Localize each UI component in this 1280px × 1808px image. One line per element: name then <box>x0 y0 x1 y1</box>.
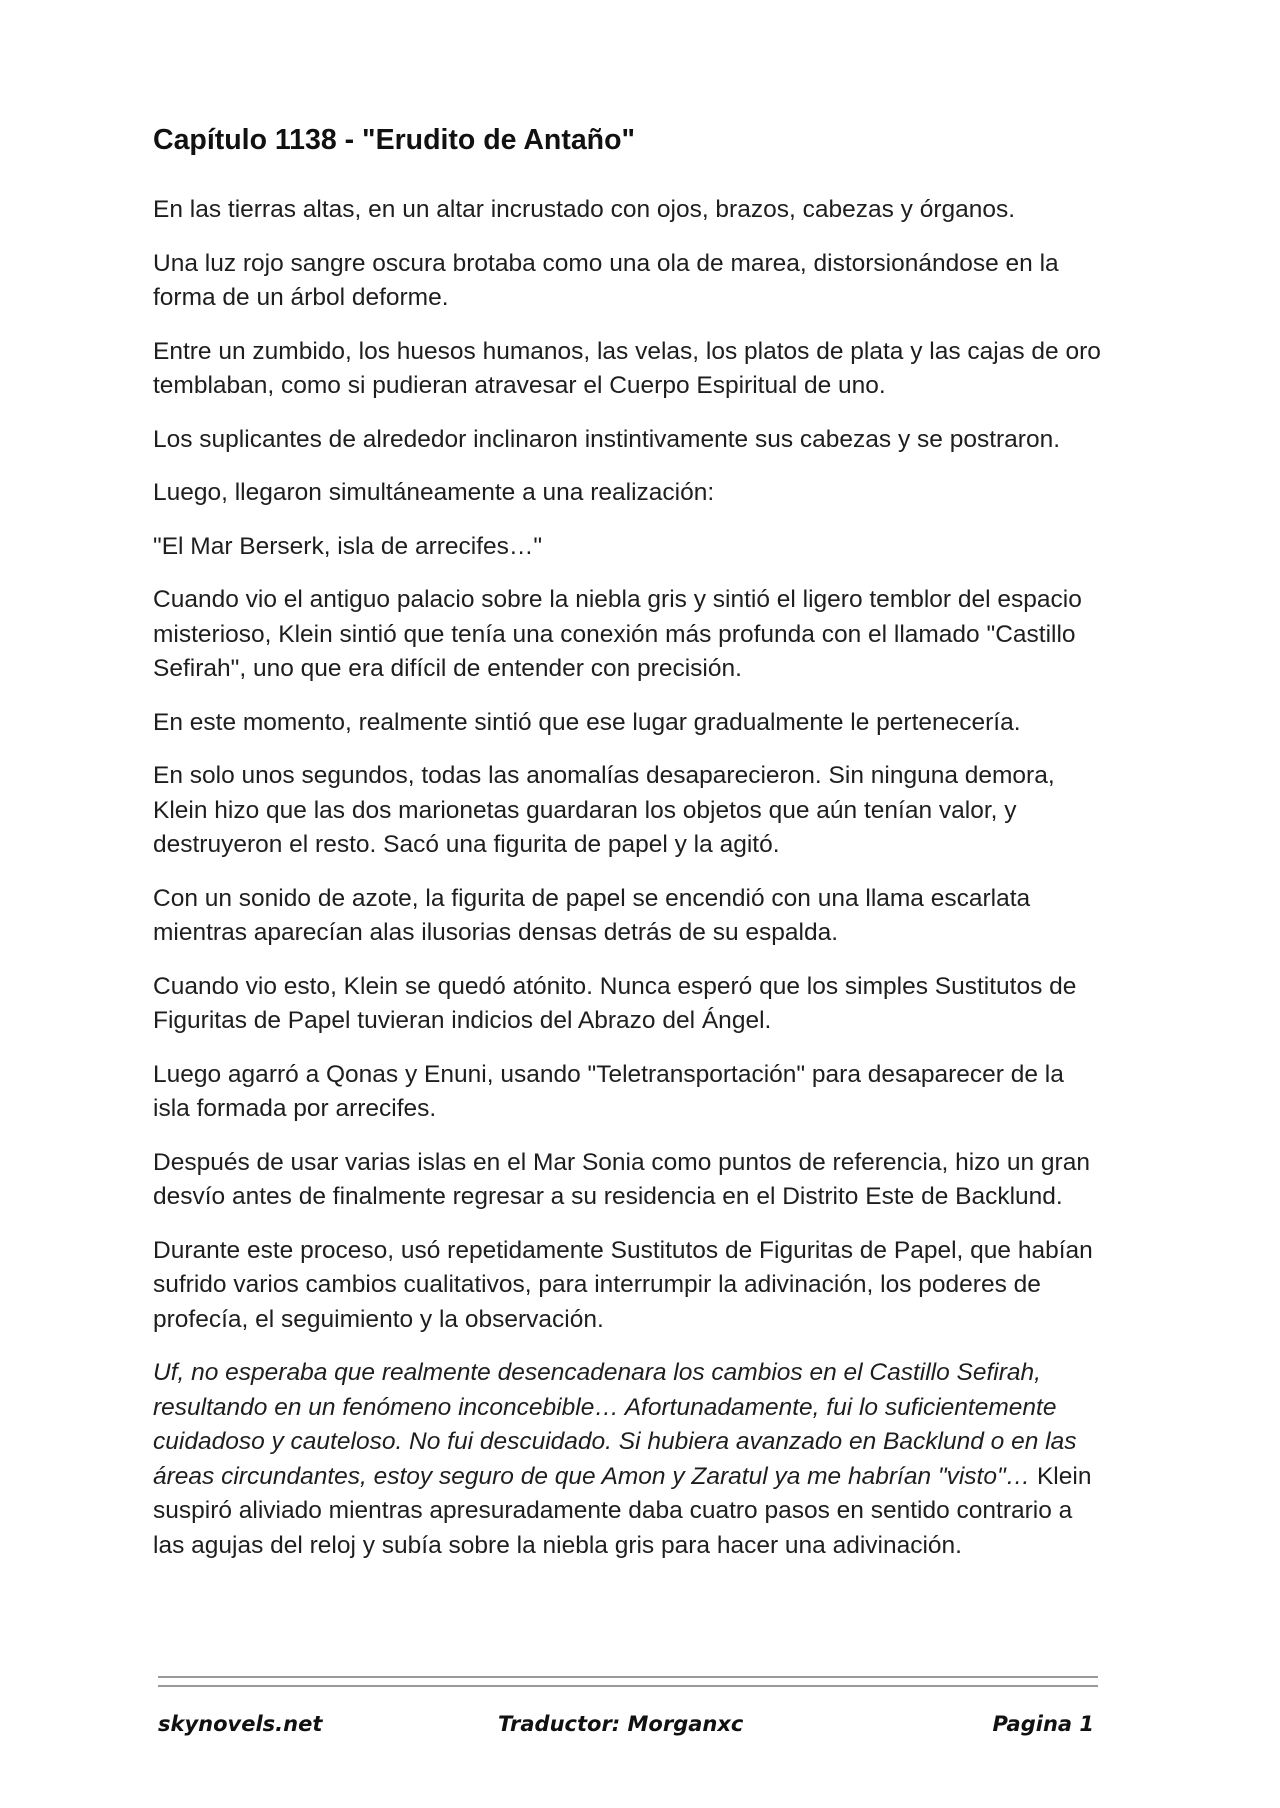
paragraph: Cuando vio el antiguo palacio sobre la niebla gris y sintió el ligero temblor del espacio misterioso, Klein sintió que tenía una conexión más profunda con el llamado "Castillo Sefirah", uno que era difícil de entender con precisión. <box>153 586 1082 682</box>
paragraph: Cuando vio esto, Klein se quedó atónito. Nunca esperó que los simples Sustitutos de Figuritas de Papel tuvieran indicios del Abrazo del Ángel. <box>153 972 1077 1034</box>
paragraph: En este momento, realmente sintió que ese lugar gradualmente le pertenecería. <box>153 708 1021 736</box>
inner-thought-text: Uf, no esperaba que realmente desencadenara los cambios en el Castillo Sefirah, resultando en un fenómeno inconcebible… Afortunadamente, fui lo suficientemente cuidadoso y cauteloso. No fui descuidado. Si hubiera avanzado en Backlund o en las áreas circundantes, estoy seguro de que Amon y Zaratul ya me habrían "visto"… <box>153 1359 1077 1490</box>
footer-divider-bottom <box>158 1685 1098 1687</box>
paragraph: Luego, llegaron simultáneamente a una realización: <box>153 479 715 506</box>
paragraph: Con un sonido de azote, la figurita de papel se encendió con una llama escarlata mientras aparecían alas ilusorias densas detrás de su espalda. <box>153 884 1031 946</box>
paragraph: En solo unos segundos, todas las anomalías desaparecieron. Sin ninguna demora, Klein hizo que las dos marionetas guardaran los objetos que aún tenían valor, y destruyeron el resto. Sacó una figurita de papel y la agitó. <box>153 762 1055 858</box>
paragraph: Luego agarró a Qonas y Enuni, usando "Teletransportación" para desaparecer de la isla formada por arrecifes. <box>153 1060 1064 1122</box>
footer-translator: Traductor: Morganxc <box>498 1712 744 1736</box>
paragraph: Entre un zumbido, los huesos humanos, las velas, los platos de plata y las cajas de oro temblaban, como si pudieran atravesar el Cuerpo Espiritual de uno. <box>153 337 1101 399</box>
paragraph: Una luz rojo sangre oscura brotaba como una ola de marea, distorsionándose en la forma de un árbol deforme. <box>153 249 1059 311</box>
paragraph: Después de usar varias islas en el Mar Sonia como puntos de referencia, hizo un gran desvío antes de finalmente regresar a su residencia en el Distrito Este de Backlund. <box>153 1148 1090 1210</box>
document-page <box>153 0 1103 1808</box>
footer-divider-top <box>158 1676 1098 1678</box>
narration-text: Klein suspiró aliviado mientras apresuradamente daba cuatro pasos en sentido contrario a las agujas del reloj y subía sobre la niebla gris para hacer una adivinación. <box>153 1462 1092 1559</box>
paragraph: Durante este proceso, usó repetidamente Sustitutos de Figuritas de Papel, que habían sufrido varios cambios cualitativos, para interrumpir la adivinación, los poderes de profecía, el seguimiento y la observación. <box>153 1236 1093 1333</box>
page-footer <box>158 1712 1098 1748</box>
final-paragraph <box>153 1356 1103 1563</box>
footer-site: skynovels.net <box>158 1712 323 1736</box>
paragraph: En las tierras altas, en un altar incrustado con ojos, brazos, cabezas y órganos. <box>153 196 1016 223</box>
paragraph: "El Mar Berserk, isla de arrecifes…" <box>153 532 543 560</box>
chapter-body <box>153 193 1103 1582</box>
chapter-title: Capítulo 1138 - "Erudito de Antaño" <box>153 124 636 156</box>
paragraph: Los suplicantes de alrededor inclinaron instintivamente sus cabezas y se postraron. <box>153 425 1061 453</box>
footer-page-number: Pagina 1 <box>992 1712 1094 1736</box>
